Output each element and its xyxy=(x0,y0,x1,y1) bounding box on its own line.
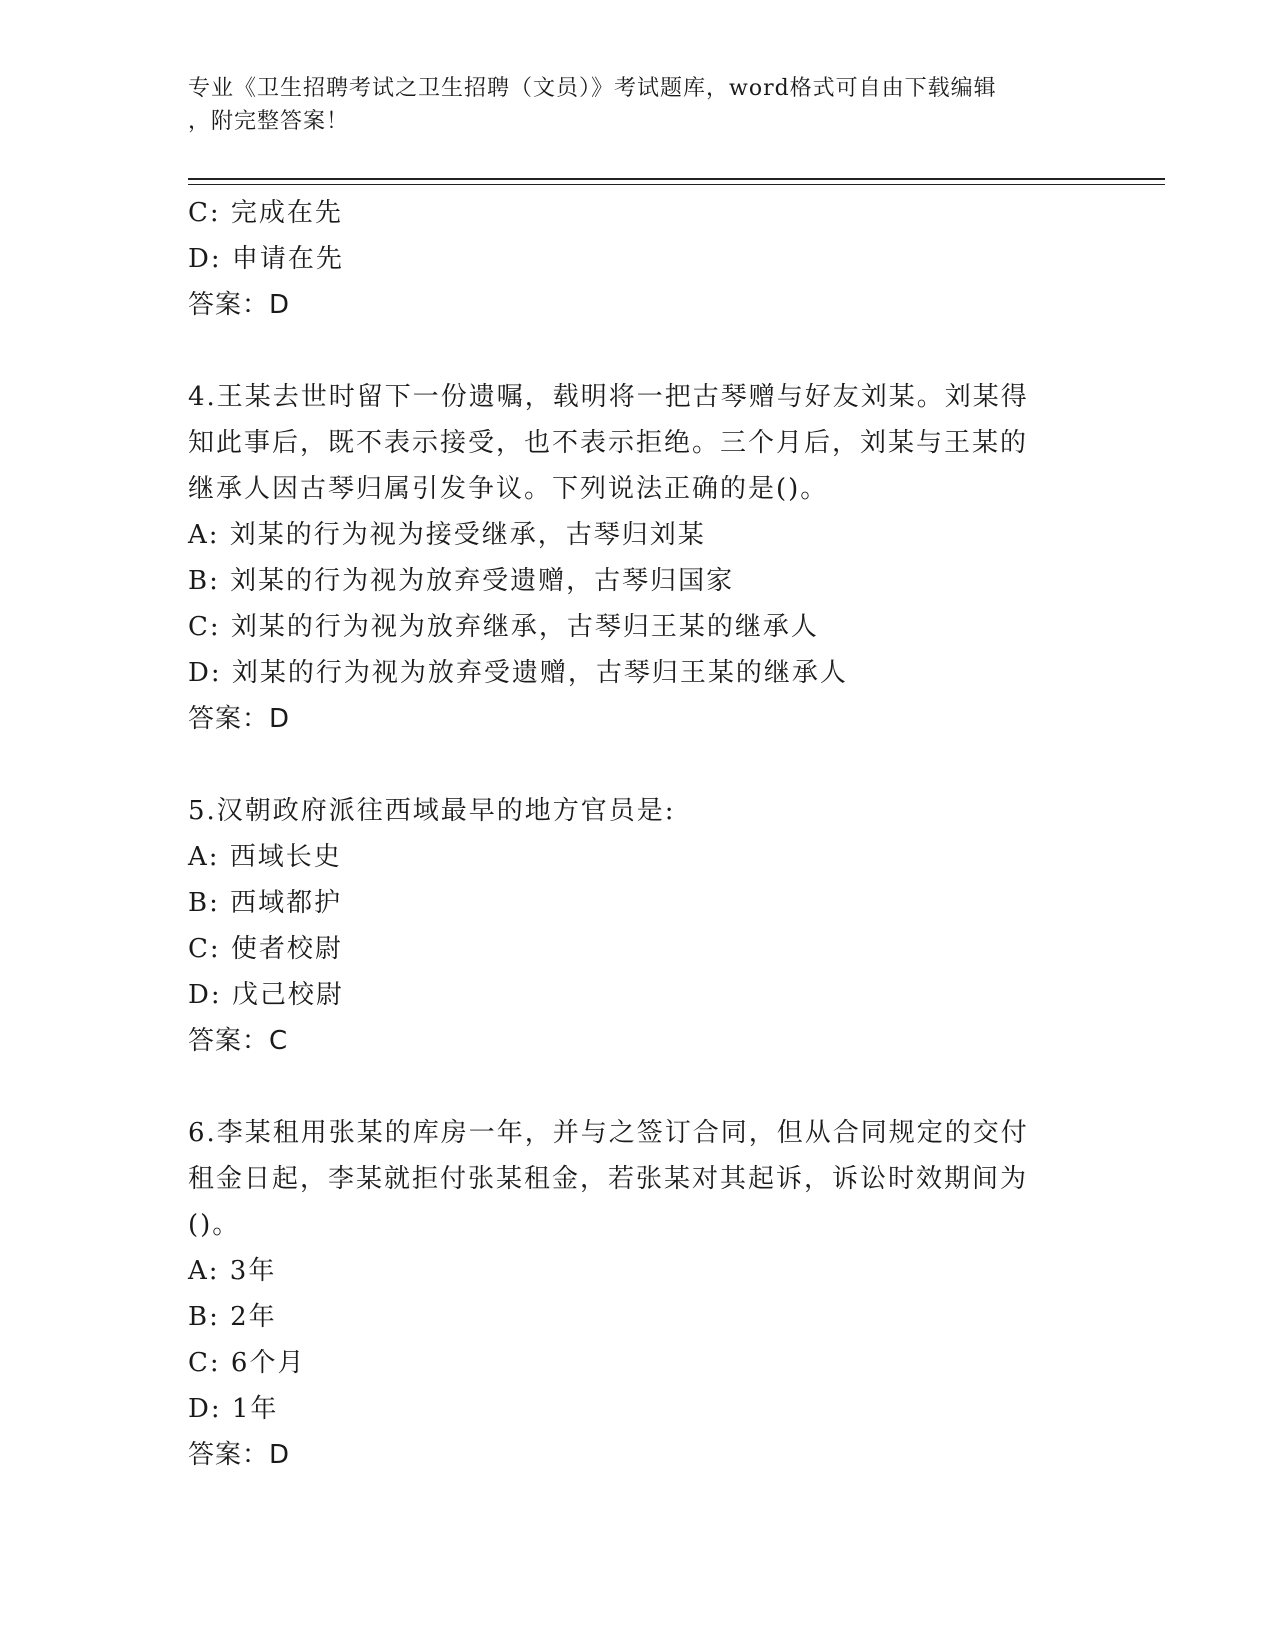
answer: 答案：C xyxy=(188,1026,289,1056)
header-line-1: 专业《卫生招聘考试之卫生招聘（文员）》考试题库，word格式可自由下载编辑 xyxy=(188,76,997,101)
question-stem: 6.李某租用张某的库房一年，并与之签订合同，但从合同规定的交付 xyxy=(188,1118,1029,1148)
question-3 xyxy=(188,190,1088,328)
header-divider xyxy=(188,178,1165,180)
option-a: A: 刘某的行为视为接受继承，古琴归刘某 xyxy=(188,520,706,550)
option-d: D: 戊己校尉 xyxy=(188,980,344,1010)
question-stem: ()。 xyxy=(188,1210,241,1240)
option-a: A: 3年 xyxy=(188,1256,277,1286)
option-d: D: 申请在先 xyxy=(188,244,344,274)
option-d: D: 刘某的行为视为放弃受遗赠，古琴归王某的继承人 xyxy=(188,658,848,688)
question-6 xyxy=(188,1110,1088,1478)
option-c: C: 使者校尉 xyxy=(188,934,343,964)
question-stem: 知此事后，既不表示接受，也不表示拒绝。三个月后，刘某与王某的 xyxy=(188,428,1029,458)
question-stem: 租金日起，李某就拒付张某租金，若张某对其起诉，诉讼时效期间为 xyxy=(188,1164,1029,1194)
spacer xyxy=(188,328,1088,374)
option-d: D: 1年 xyxy=(188,1394,279,1424)
option-b: B: 刘某的行为视为放弃受遗赠，古琴归国家 xyxy=(188,566,735,596)
answer: 答案：D xyxy=(188,1440,291,1470)
question-4 xyxy=(188,374,1088,742)
option-c: C: 完成在先 xyxy=(188,198,343,228)
option-c: C: 刘某的行为视为放弃继承，古琴归王某的继承人 xyxy=(188,612,819,642)
question-stem: 继承人因古琴归属引发争议。下列说法正确的是()。 xyxy=(188,474,829,504)
answer: 答案：D xyxy=(188,704,291,734)
option-c: C: 6个月 xyxy=(188,1348,306,1378)
header-divider-thin xyxy=(188,184,1165,185)
option-b: B: 西域都护 xyxy=(188,888,343,918)
header-line-2: ，附完整答案！ xyxy=(188,109,350,134)
answer: 答案：D xyxy=(188,290,291,320)
option-b: B: 2年 xyxy=(188,1302,277,1332)
question-5 xyxy=(188,788,1088,1064)
spacer xyxy=(188,1064,1088,1110)
spacer xyxy=(188,742,1088,788)
question-stem: 5.汉朝政府派往西域最早的地方官员是: xyxy=(188,796,676,826)
document-header xyxy=(188,72,1088,138)
question-list xyxy=(188,190,1088,1478)
question-stem: 4.王某去世时留下一份遗嘱，载明将一把古琴赠与好友刘某。刘某得 xyxy=(188,382,1029,412)
option-a: A: 西域长史 xyxy=(188,842,342,872)
